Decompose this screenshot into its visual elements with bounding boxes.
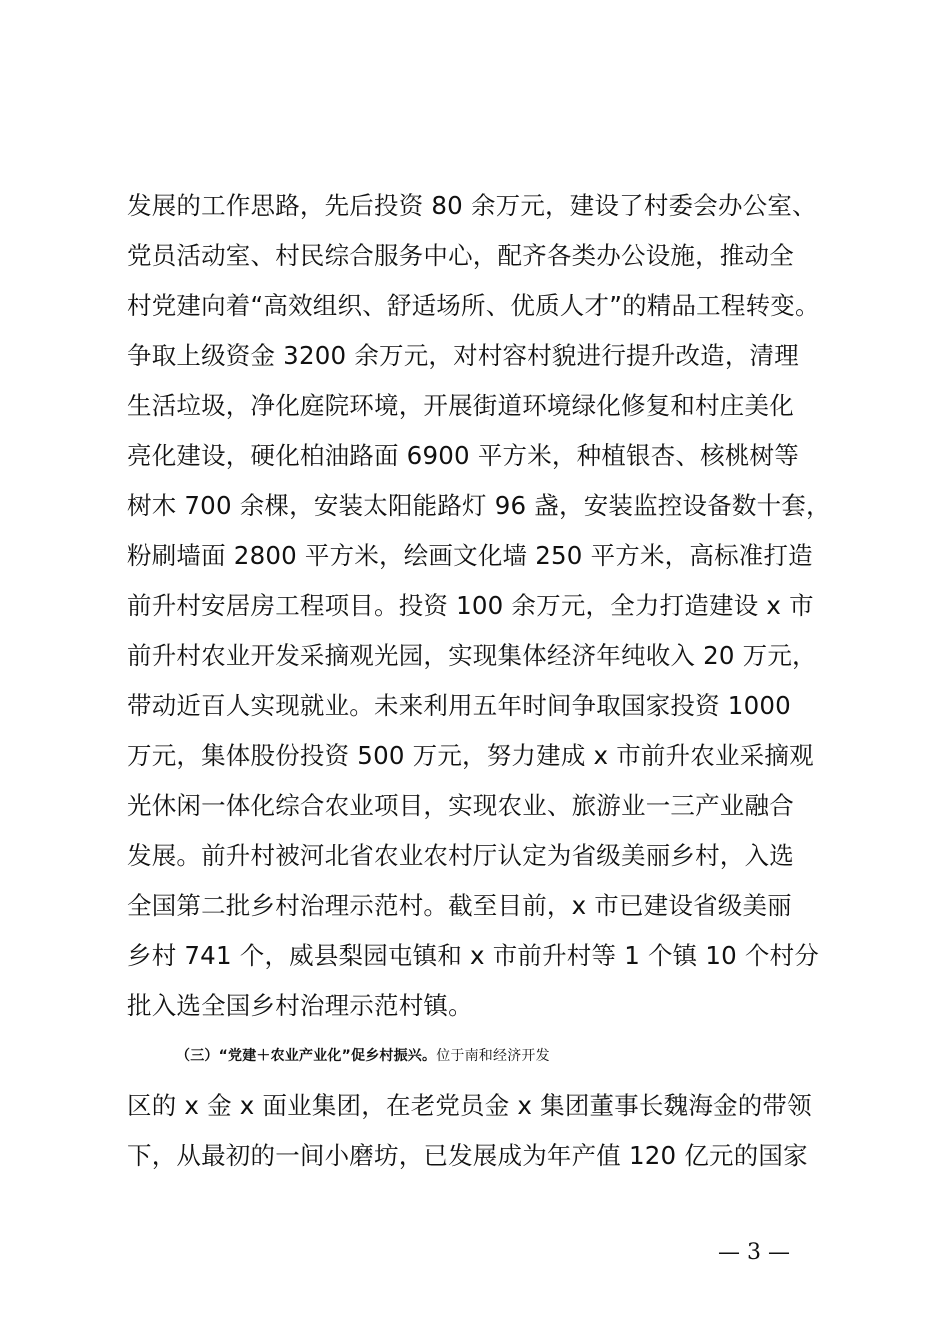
- text-line: 光休闲一体化综合农业项目，实现农业、旅游业一三产业融合: [127, 791, 794, 820]
- section-heading: （三）“党建＋农业产业化”促乡村振兴。: [176, 1048, 437, 1064]
- text-line: 发展的工作思路，先后投资 80 余万元，建设了村委会办公室、: [127, 191, 817, 220]
- text-line: 全国第二批乡村治理示范村。截至目前，x 市已建设省级美丽: [127, 891, 792, 920]
- text-line: 村党建向着“高效组织、舒适场所、优质人才”的精品工程转变。: [127, 291, 820, 320]
- page-number: — 3 —: [718, 1240, 790, 1265]
- text-line: 带动近百人实现就业。未来利用五年时间争取国家投资 1000: [127, 691, 791, 720]
- section-heading-line: [176, 1040, 916, 1072]
- text-line: 树木 700 余棵，安装太阳能路灯 96 盏，安装监控设备数十套，: [127, 491, 831, 520]
- text-line: 下，从最初的一间小磨坊，已发展成为年产值 120 亿元的国家: [127, 1141, 808, 1170]
- text-line: 乡村 741 个，威县梨园屯镇和 x 市前升村等 1 个镇 10 个村分: [127, 941, 820, 970]
- text-line: 亮化建设，硬化柏油路面 6900 平方米，种植银杏、核桃树等: [127, 441, 799, 470]
- text-line: 争取上级资金 3200 余万元，对村容村貌进行提升改造，清理: [127, 341, 799, 370]
- text-line: 发展。前升村被河北省农业农村厅认定为省级美丽乡村，入选: [127, 841, 794, 870]
- text-line: 前升村农业开发采摘观光园，实现集体经济年纯收入 20 万元，: [127, 641, 817, 670]
- text-line: 生活垃圾，净化庭院环境，开展街道环境绿化修复和村庄美化: [127, 391, 794, 420]
- section-heading-continuation: 位于南和经济开发: [436, 1048, 550, 1064]
- text-line: 党员活动室、村民综合服务中心，配齐各类办公设施，推动全: [127, 241, 794, 270]
- text-line: 批入选全国乡村治理示范村镇。: [127, 991, 473, 1020]
- text-line: 前升村安居房工程项目。投资 100 余万元，全力打造建设 x 市: [127, 591, 814, 620]
- text-line: 万元，集体股份投资 500 万元，努力建成 x 市前升农业采摘观: [127, 741, 814, 770]
- text-line: 粉刷墙面 2800 平方米，绘画文化墙 250 平方米，高标准打造: [127, 541, 813, 570]
- text-line: 区的 x 金 x 面业集团，在老党员金 x 集团董事长魏海金的带领: [127, 1091, 812, 1120]
